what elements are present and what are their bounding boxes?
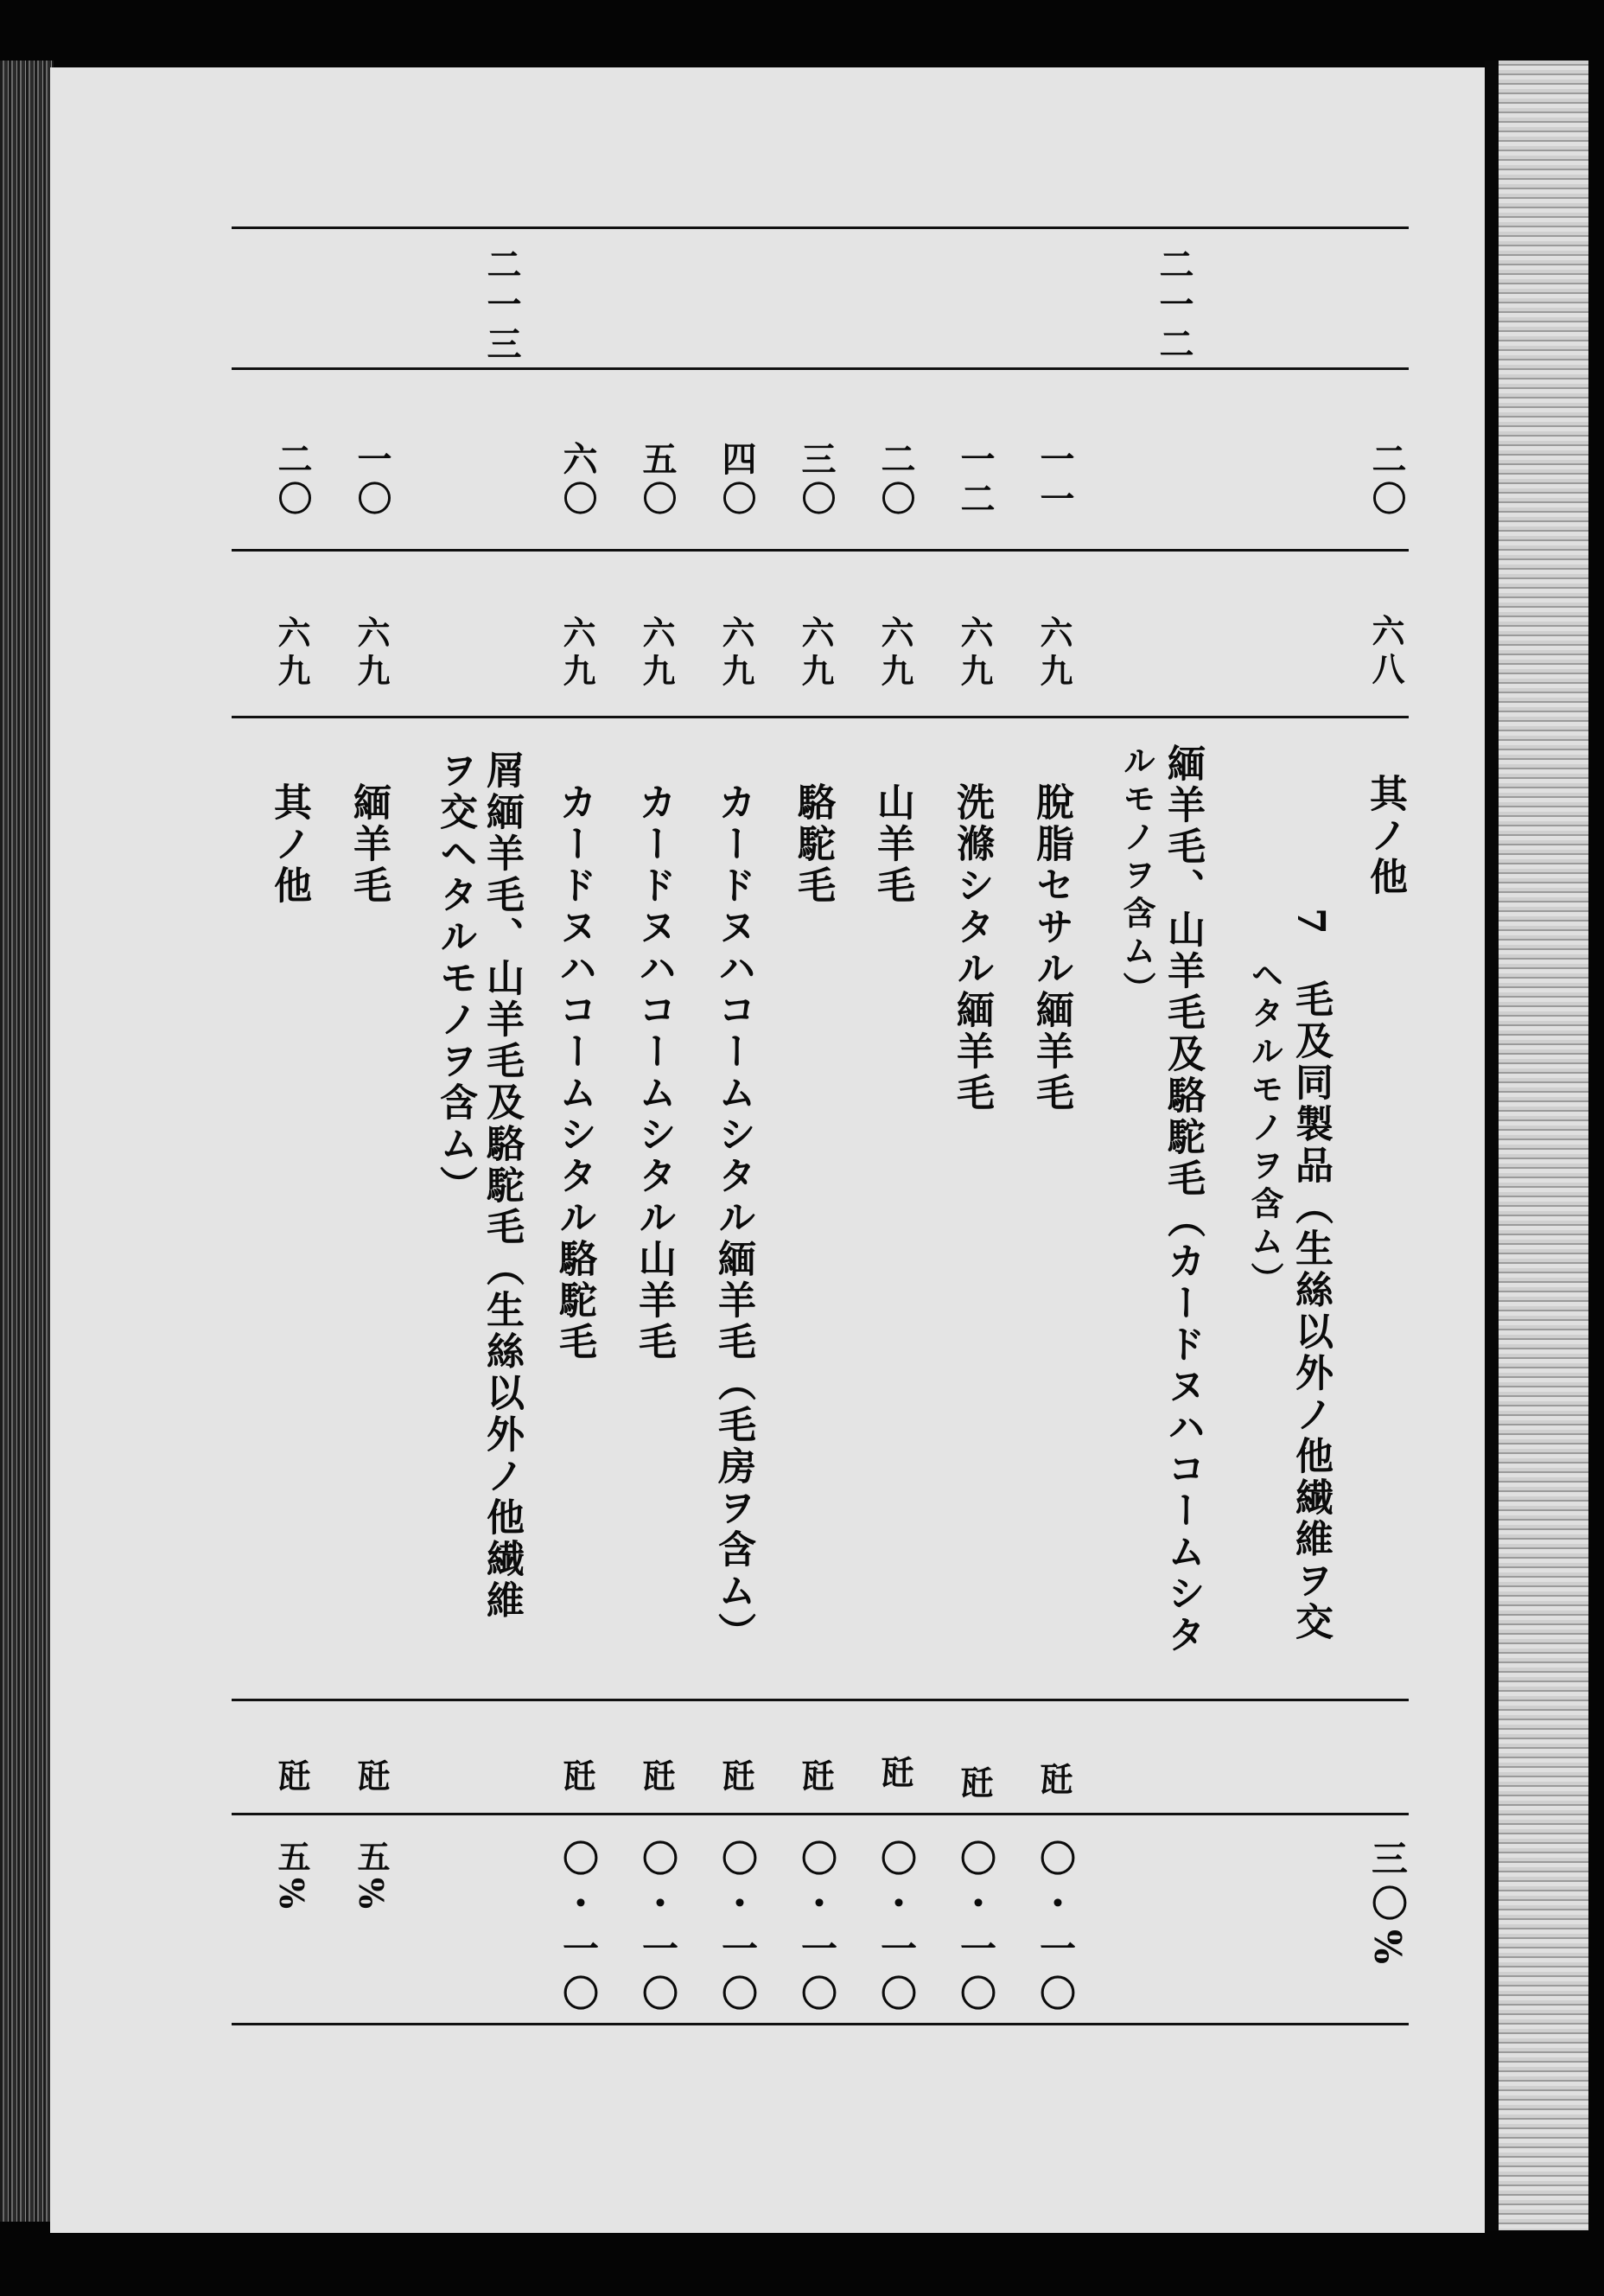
item-description: 其ノ他	[267, 782, 311, 907]
tariff-heading-number: 二一三	[481, 246, 522, 366]
duty-rate: 〇・一〇	[1034, 1840, 1077, 2019]
section-heading: 7 毛及同製品（生絲以外ノ他繊維ヲ交	[1289, 908, 1333, 1643]
stat-number: 六八	[1366, 614, 1405, 690]
unit-label: 瓩	[557, 1758, 596, 1793]
table-rule	[232, 1699, 1409, 1701]
item-description: カードヌハコームシタル駱駝毛	[552, 782, 596, 1363]
duty-rate: 〇・一〇	[637, 1840, 679, 2019]
sub-number: 一〇	[352, 441, 392, 520]
unit-label: 瓩	[716, 1758, 755, 1793]
item-description: 山羊毛	[870, 782, 914, 907]
sub-number: 二〇	[875, 441, 916, 520]
item-description: 緬羊毛	[347, 782, 391, 907]
unit-label: 瓩	[352, 1758, 391, 1793]
table-rule	[232, 716, 1409, 718]
unit-label: 瓩	[796, 1758, 835, 1793]
sub-number: 二〇	[1366, 441, 1407, 520]
table-rule-top	[232, 226, 1409, 229]
heading-description: 屑緬羊毛、山羊毛及駱駝毛（生絲以外ノ他繊維	[480, 750, 524, 1622]
item-description: 其ノ他	[1363, 774, 1407, 898]
stat-number: 六九	[796, 615, 835, 692]
sub-number: 三〇	[796, 441, 837, 520]
unit-label: 瓩	[1034, 1762, 1073, 1796]
table-rule	[232, 1813, 1409, 1815]
item-description: 洗滌シタル緬羊毛	[950, 782, 994, 1114]
unit-label: 瓩	[637, 1758, 676, 1793]
unit-label: 瓩	[272, 1758, 311, 1793]
duty-rate: 〇・一〇	[716, 1840, 759, 2019]
book-spine	[0, 61, 54, 2222]
sub-number: 六〇	[557, 441, 598, 520]
duty-rate: 〇・一〇	[875, 1840, 918, 2019]
stat-number: 六九	[352, 615, 391, 692]
duty-rate: 三〇%	[1366, 1840, 1409, 1973]
stat-number: 六九	[637, 615, 676, 692]
table-rule	[232, 549, 1409, 552]
item-description: 脫脂セサル緬羊毛	[1029, 782, 1073, 1114]
item-description: カードヌハコームシタル緬羊毛（毛房ヲ含ム）	[711, 782, 755, 1654]
sub-number: 五〇	[637, 441, 678, 520]
heading-description-continued: ヲ交ヘタルモノヲ含ム）	[433, 750, 477, 1207]
stat-number: 六九	[955, 615, 994, 692]
duty-rate: 五%	[352, 1840, 391, 1915]
stat-number: 六九	[1034, 615, 1073, 692]
section-heading-continued: ヘタルモノヲ含ム）	[1245, 958, 1284, 1300]
heading-description-continued: ルモノヲ含ム）	[1117, 743, 1156, 1010]
duty-rate: 〇・一〇	[557, 1840, 600, 2019]
stat-number: 六九	[557, 615, 596, 692]
sub-number: 一一	[1034, 441, 1075, 520]
stat-number: 六九	[875, 615, 914, 692]
page-edge-stack	[1485, 61, 1588, 2230]
duty-rate: 五%	[272, 1840, 311, 1915]
stat-number: 六九	[716, 615, 755, 692]
item-description: カードヌハコームシタル山羊毛	[632, 782, 676, 1363]
tariff-heading-number: 二一二	[1154, 246, 1194, 366]
sub-number: 一二	[955, 441, 996, 520]
table-rule-bottom	[232, 2023, 1409, 2025]
item-description: 駱駝毛	[791, 782, 835, 907]
unit-label: 瓩	[875, 1755, 914, 1789]
sub-number: 二〇	[272, 441, 313, 520]
sub-number: 四〇	[716, 441, 757, 520]
duty-rate: 〇・一〇	[796, 1840, 838, 2019]
duty-rate: 〇・一〇	[955, 1840, 997, 2019]
stat-number: 六九	[272, 615, 311, 692]
table-rule	[232, 367, 1409, 370]
heading-description: 緬羊毛、山羊毛及駱駝毛（カードヌハコームシタ	[1161, 743, 1205, 1656]
unit-label: 瓩	[955, 1765, 994, 1800]
